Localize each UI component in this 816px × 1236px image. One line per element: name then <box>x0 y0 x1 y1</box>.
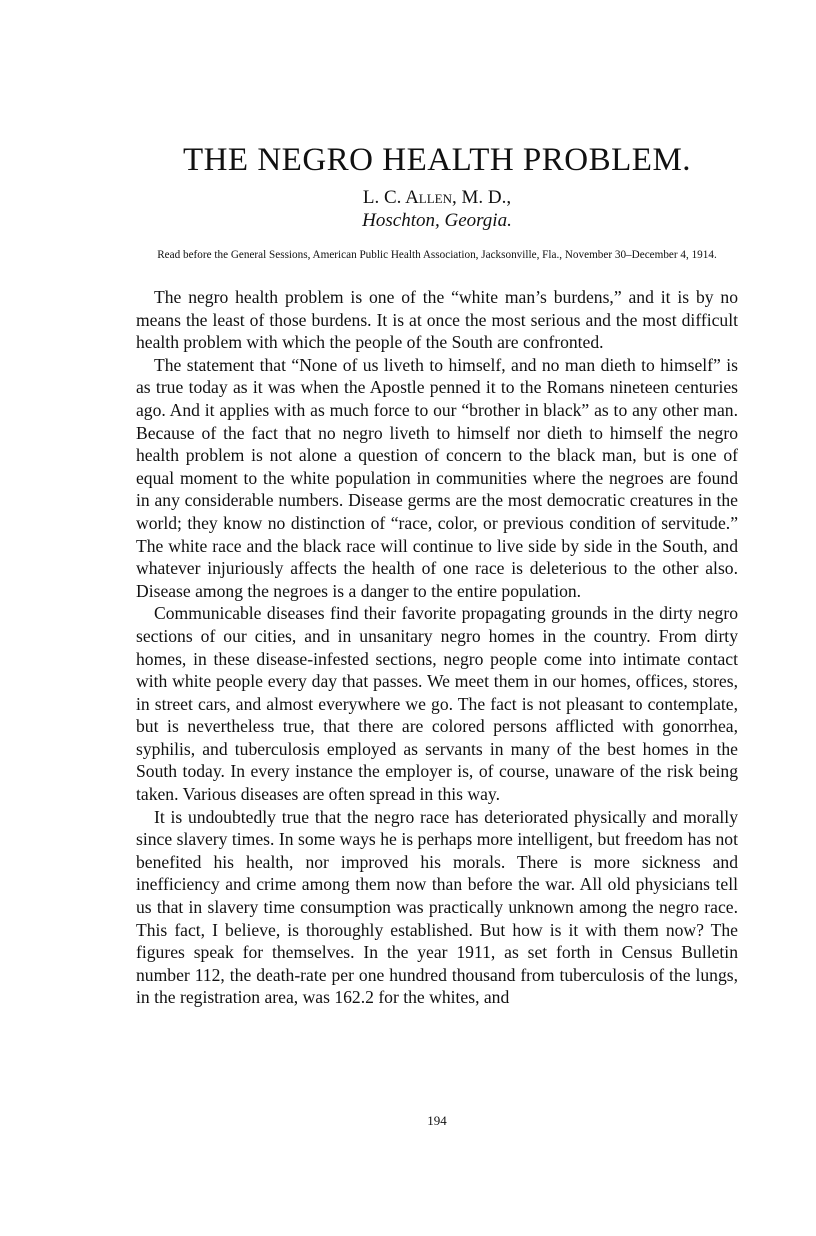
article-body <box>136 286 738 1009</box>
paragraph: Communicable diseases find their favorite propagating grounds in the dirty negro sections of our cities, and in unsanitary negro homes in the country. From dirty homes, in these disease-infested sections, negro people come into intimate contact with white people every day that passes. We meet them in our homes, offices, stores, in street cars, and almost everywhere we go. The fact is not pleasant to contemplate, but is nevertheless true, that there are colored persons afflicted with gonorrhea, syphilis, and tuberculosis employed as servants in many of the best homes in the South today. In every instance the employer is, of course, unaware of the risk being taken. Various diseases are often spread in this way. <box>136 603 738 805</box>
paragraph: The negro health problem is one of the “white man’s burdens,” and it is by no means the least of those burdens. It is at once the most serious and the most difficult health problem with which the people of the South are confronted. <box>136 287 738 353</box>
author-name: L. C. Allen <box>362 187 453 208</box>
page-number: 194 <box>427 1113 447 1128</box>
paragraph: The statement that “None of us liveth to himself, and no man dieth to himself” is as true today as it was when the Apostle penned it to the Romans nineteen centuries ago. And it applies with as much force to our “brother in black” as to any other man. Because of the fact that no negro liveth to himself nor dieth to himself the negro health problem is not alone a question of concern to the black man, but is one of equal moment to the white population in communities where the negroes are found in any considerable numbers. Disease germs are the most democratic creatures in the world; they know no distinction of “race, color, or previous condition of servitude.” The white race and the black race will continue to live side by side in the South, and whatever injuriously affects the health of one race is deleterious to the other also. Disease among the negroes is a danger to the entire population. <box>136 354 738 601</box>
article-title: THE NEGRO HEALTH PROBLEM. <box>182 142 692 178</box>
author-line <box>136 186 738 210</box>
author-location: Hoschton, Georgia. <box>362 210 512 231</box>
author-suffix: , M. D., <box>452 187 512 208</box>
paragraph: It is undoubtedly true that the negro race has deteriorated physically and morally since slavery times. In some ways he is perhaps more intelligent, but freedom has not benefited his health, nor improved his morals. There is more sickness and inefficiency and crime among them now than before the war. All old physicians tell us that in slavery time consumption was practically unknown among the negro race. This fact, I believe, is thoroughly established. But how is it with them now? The figures speak for themselves. In the year 1911, as set forth in Census Bulletin number 112, the death-rate per one hundred thousand from tuberculosis of the lungs, in the registration area, was 162.2 for the whites, and <box>136 806 738 1008</box>
read-before-note: Read before the General Sessions, American Public Health Association, Jacksonville, Fla., November 30–December 4, 1914. <box>157 249 717 261</box>
